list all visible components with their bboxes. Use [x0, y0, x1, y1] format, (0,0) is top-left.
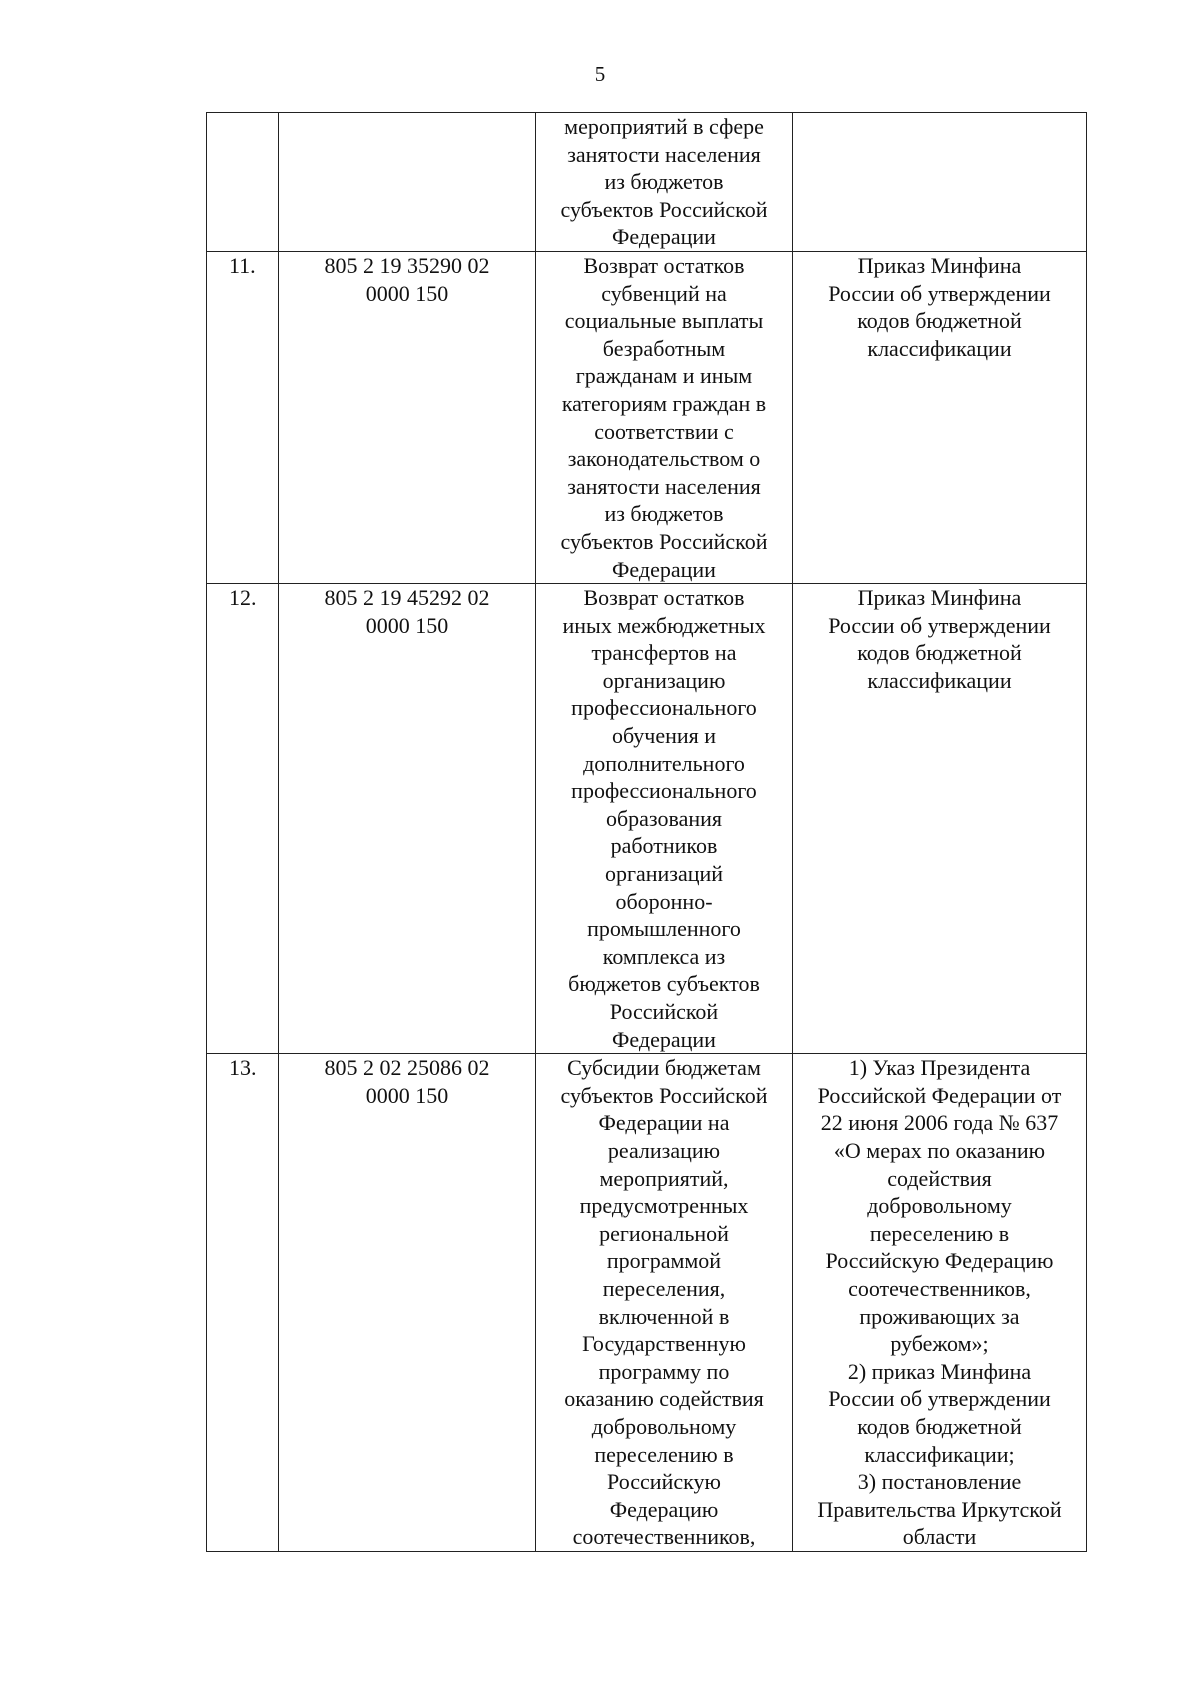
- description-line: категориям граждан в: [561, 390, 767, 416]
- budget-code-cell: [279, 113, 536, 252]
- budget-code-cell: [279, 1054, 536, 1552]
- page-number: 5: [594, 62, 606, 86]
- row-number: 13.: [229, 1055, 257, 1081]
- description-line: промышленного: [587, 916, 741, 942]
- description-line: образования: [605, 805, 723, 831]
- description-line: работников: [610, 833, 718, 859]
- legal-basis-line-cell: [793, 1054, 1087, 1552]
- budget-code: 0000 150: [365, 280, 449, 306]
- description-line: Федерации: [612, 1026, 716, 1052]
- legal-basis-line: классификации;: [864, 1441, 1015, 1467]
- description-line: Федерации на: [598, 1110, 730, 1136]
- description-line-cell: [536, 1054, 793, 1552]
- description-line: бюджетов субъектов: [568, 971, 760, 997]
- legal-basis-line: области: [902, 1524, 977, 1550]
- budget-code-cell: [279, 251, 536, 583]
- legal-basis-line: рубежом»;: [890, 1331, 989, 1357]
- budget-codes-table: [206, 112, 1087, 1552]
- description-line: законодательством о: [567, 446, 761, 472]
- description-line: комплекса из: [602, 943, 726, 969]
- row-number: 11.: [229, 252, 256, 278]
- table-row: [207, 1054, 1087, 1552]
- description-line: из бюджетов: [604, 169, 724, 195]
- legal-basis-line: Российской Федерации от: [817, 1082, 1062, 1108]
- description-line: организацию: [602, 667, 726, 693]
- table-row: [207, 251, 1087, 583]
- row-number-cell: [207, 251, 279, 583]
- legal-basis-line: России об утверждении: [828, 280, 1051, 306]
- description-line: Возврат остатков: [583, 252, 745, 278]
- legal-basis-line: содействия: [887, 1165, 992, 1191]
- legal-basis-line: кодов бюджетной: [857, 640, 1022, 666]
- description-line: профессионального: [571, 778, 757, 804]
- description-line: региональной: [599, 1220, 729, 1246]
- budget-code-cell: [279, 584, 536, 1054]
- legal-basis-line: переселению в: [869, 1220, 1010, 1246]
- description-line: Субсидии бюджетам: [567, 1055, 761, 1081]
- description-line: оборонно-: [615, 888, 713, 914]
- legal-basis-line: Правительства Иркутской: [817, 1496, 1062, 1522]
- description-line: Российскую: [607, 1469, 721, 1495]
- legal-basis-line: Приказ Минфина: [857, 585, 1022, 611]
- description-line: Государственную: [582, 1331, 746, 1357]
- description-line: организаций: [604, 861, 724, 887]
- description-line: из бюджетов: [604, 501, 724, 527]
- description-line-cell: [536, 113, 793, 252]
- legal-basis-line: 1) Указ Президента: [848, 1055, 1031, 1081]
- legal-basis-line: проживающих за: [859, 1303, 1020, 1329]
- description-line: безработным: [602, 335, 726, 361]
- legal-basis-line: классификации: [867, 335, 1012, 361]
- budget-code: 0000 150: [365, 612, 449, 638]
- description-line: предусмотренных: [579, 1193, 749, 1219]
- description-line: занятости населения: [567, 473, 761, 499]
- legal-basis-line: «О мерах по оказанию: [833, 1137, 1046, 1163]
- description-line: мероприятий,: [599, 1165, 729, 1191]
- description-line: добровольному: [591, 1413, 737, 1439]
- description-line: субъектов Российской: [560, 1082, 768, 1108]
- description-line: Федерации: [612, 556, 716, 582]
- description-line: обучения и: [611, 723, 717, 749]
- description-line: соответствии с: [594, 418, 734, 444]
- description-line: программой: [606, 1248, 722, 1274]
- description-line: субвенций на: [601, 280, 727, 306]
- legal-basis-line-cell: [793, 251, 1087, 583]
- legal-basis-line: 3) постановление: [857, 1469, 1022, 1495]
- budget-code: 805 2 19 35290 02: [324, 252, 490, 278]
- row-number-cell: [207, 113, 279, 252]
- description-line: дополнительного: [583, 750, 745, 776]
- legal-basis-line: Российскую Федерацию: [825, 1248, 1054, 1274]
- description-line: субъектов Российской: [560, 528, 768, 554]
- description-line-cell: [536, 584, 793, 1054]
- description-line: включенной в: [598, 1303, 730, 1329]
- legal-basis-line: 2) приказ Минфина: [847, 1358, 1032, 1384]
- description-line: переселения,: [602, 1275, 726, 1301]
- legal-basis-line: Приказ Минфина: [857, 252, 1022, 278]
- description-line: реализацию: [607, 1137, 721, 1163]
- description-line: трансфертов на: [591, 640, 737, 666]
- description-line: программу по: [598, 1358, 730, 1384]
- description-line: Федерацию: [609, 1496, 719, 1522]
- legal-basis-line-cell: [793, 113, 1087, 252]
- description-line: соотечественников,: [572, 1524, 756, 1550]
- legal-basis-line-cell: [793, 584, 1087, 1054]
- legal-basis-line: соотечественников,: [848, 1275, 1031, 1301]
- description-line: мероприятий в сфере: [564, 114, 764, 139]
- description-line: социальные выплаты: [564, 308, 764, 334]
- legal-basis-line: классификации: [867, 667, 1012, 693]
- description-line: переселению в: [594, 1441, 734, 1467]
- description-line: профессионального: [571, 695, 757, 721]
- row-number-cell: [207, 1054, 279, 1552]
- legal-basis-line: кодов бюджетной: [857, 308, 1022, 334]
- budget-code: 805 2 02 25086 02: [324, 1055, 490, 1081]
- legal-basis-line: добровольному: [867, 1193, 1012, 1219]
- description-line: Российской: [609, 999, 719, 1024]
- legal-basis-line: России об утверждении: [828, 612, 1051, 638]
- description-line: иных межбюджетных: [562, 612, 766, 638]
- row-number-cell: [207, 584, 279, 1054]
- description-line: субъектов Российской: [560, 196, 768, 222]
- budget-code: 805 2 19 45292 02: [324, 585, 490, 611]
- description-line: гражданам и иным: [575, 363, 753, 389]
- description-line: оказанию содействия: [564, 1386, 764, 1412]
- description-line: Федерации: [612, 224, 716, 250]
- legal-basis-line: кодов бюджетной: [857, 1413, 1022, 1439]
- description-line: занятости населения: [567, 141, 761, 167]
- table-row: [207, 584, 1087, 1054]
- table-row: [207, 113, 1087, 252]
- budget-code: 0000 150: [365, 1082, 449, 1108]
- legal-basis-line: 22 июня 2006 года № 637: [820, 1110, 1059, 1136]
- row-number: 12.: [229, 585, 257, 611]
- description-line: Возврат остатков: [583, 585, 745, 611]
- description-line-cell: [536, 251, 793, 583]
- legal-basis-line: России об утверждении: [828, 1386, 1051, 1412]
